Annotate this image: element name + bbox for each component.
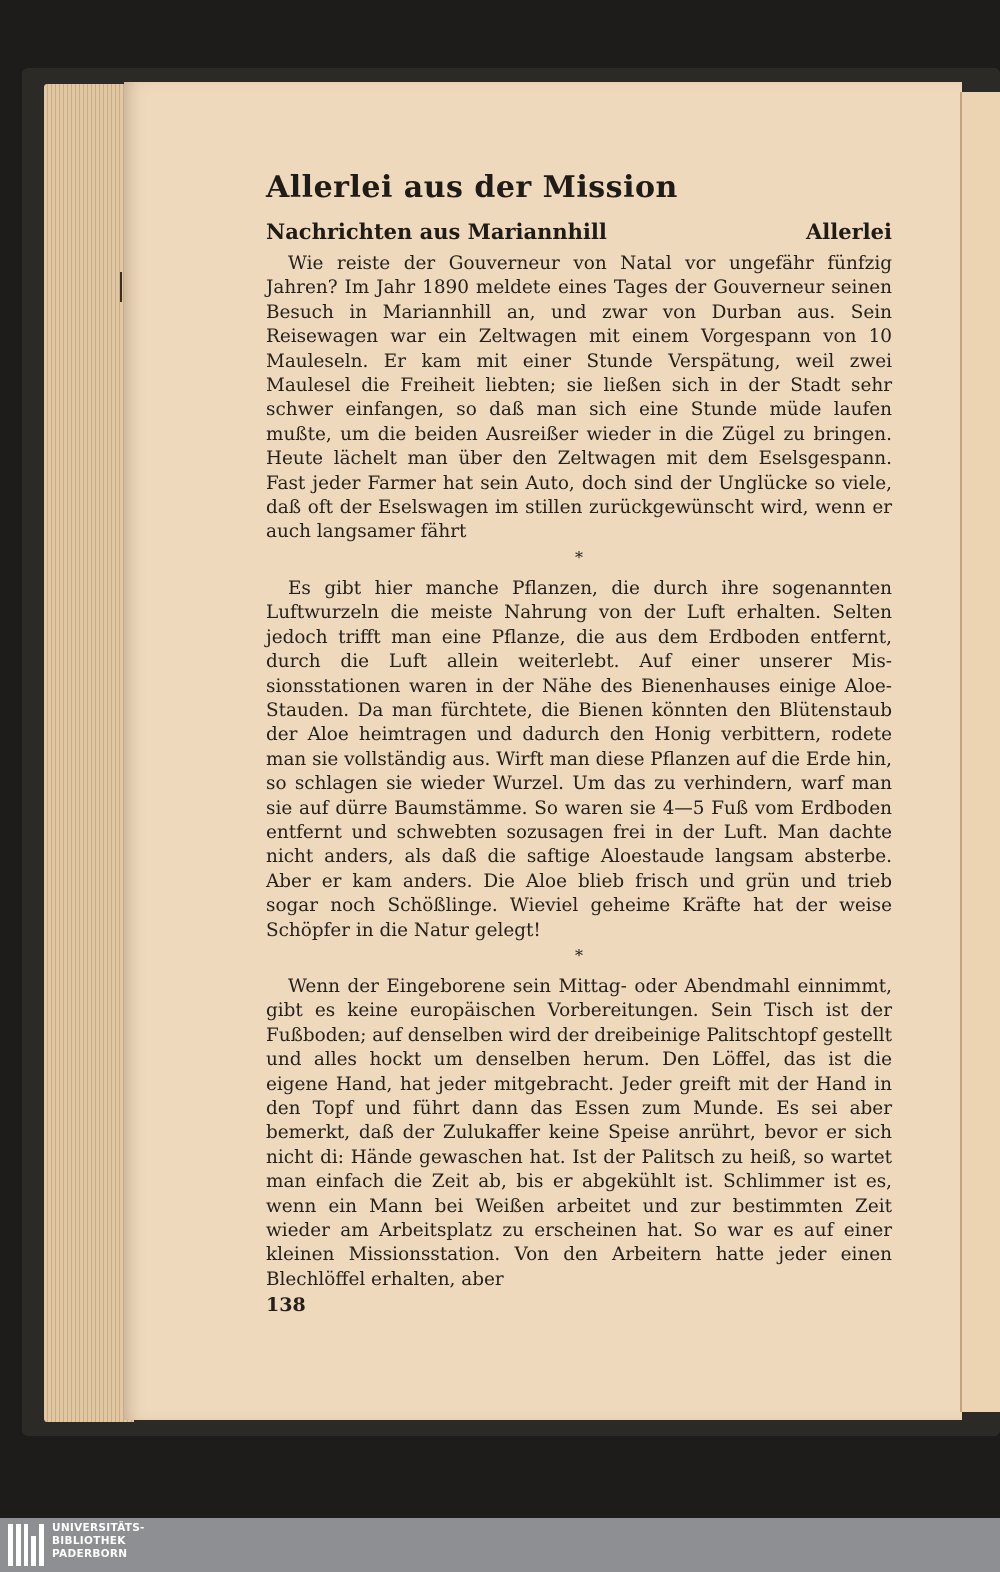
library-logo-text (52, 1522, 145, 1561)
library-footer-band (0, 1518, 1000, 1572)
logo-line-2: BIBLIOTHEK (52, 1535, 126, 1547)
running-head: Allerlei (806, 219, 892, 244)
margin-mark (120, 272, 122, 302)
logo-line-1: UNIVERSITÄTS- (52, 1522, 145, 1534)
section-separator-1: * (575, 547, 583, 567)
article-subtitle: Nachrichten aus Mariannhill (266, 219, 607, 244)
paragraph-3: Wenn der Eingeborene sein Mittag- oder Abendmahl einnimmt, gibt es keine europäischen Vorbereitungen. Sein Tisch ist der Fußboden; auf denselben wird der dreibeinige Palitschtopf gestellt und alles hockt um denselben herum. Den Löffel, das ist die eigene Hand, hat jeder mitgebracht. Jeder greift mit der Hand in den Topf und führt dann das Essen zum Munde. Es sei aber bemerkt, daß der Zulukaffer keine Speise anrührt, bevor er sich nicht di: Hände gewaschen hat. Ist der Palitsch zu heiß, so wartet man einfach die Zeit ab, bis er abgekühlt ist. Schlimmer ist es, wenn ein Mann bei Weißen arbeitet und zur bestimmten Zeit wieder am Arbeitsplatz zu erscheinen hat. So war es auf einer kleinen Missionsstation. Von den Arbeitern hatte jeder einen Blechlöffel erhalten, aber (266, 975, 892, 1290)
paragraph-1: Wie reiste der Gouverneur von Natal vor ungefähr fünfzig Jahren? Im Jahr 1890 meldete eines Tages der Gouverneur seinen Besuch in Mariannhill an, und zwar von Durban aus. Sein Reisewagen war ein Zeltwagen mit einem Vorgespann von 10 Mauleseln. Er kam mit einer Stunde Verspätung, weil zwei Maulesel die Freiheit liebten; sie ließen sich in der Stadt sehr schwer einfangen, so daß man sich eine Stunde müde laufen mußte, um die beiden Ausreißer wieder in die Zügel zu bringen. Heute lächelt man über den Zeltwagen mit dem Eselsgespann. Fast jeder Farmer hat sein Auto, doch sind der Unglücke so viele, daß oft der Eselswagen im stillen zurückgewünscht wird, wenn er auch langsamer fährt (266, 253, 892, 543)
next-page-edge (960, 92, 1000, 1412)
section-separator-2: * (575, 945, 583, 965)
paragraph-2: Es gibt hier manche Pflanzen, die durch ihre sogenannten Luftwurzeln die meiste Nahrung von der Luft erhalten. Selten jedoch trifft man eine Pflanze, die aus dem Erdboden entfernt, durch die Luft allein weiterlebt. Auf einer unserer Missionsstationen waren in der Nähe des Bienenhauses einige Aloe-Stauden. Da man fürchtete, die Bienen könnten den Blütenstaub der Aloe heimtragen und dadurch den Honig verbittern, rodete man sie vollständig aus. Wirft man diese Pflanzen auf die Erde hin, so schlagen sie wieder Wurzel. Um das zu verhindern, warf man sie auf dürre Baumstämme. So waren sie 4—5 Fuß vom Erdboden entfernt und schwebten sozusagen frei in der Luft. Man dachte nicht anders, als daß die saftige Aloestaude langsam absterbe. Aber er kam anders. Die Aloe blieb frisch und grün und trieb sogar noch Schößlinge. Wieviel geheime Kräfte hat der weise Schöpfer in die Natur gelegt! (266, 577, 892, 941)
page-number: 138 (266, 1294, 306, 1317)
page-content (266, 170, 892, 1316)
logo-line-3: PADERBORN (52, 1548, 128, 1560)
library-logo-icon (8, 1524, 44, 1566)
subheading-row (266, 219, 892, 244)
article-title: Allerlei aus der Mission (266, 170, 678, 205)
